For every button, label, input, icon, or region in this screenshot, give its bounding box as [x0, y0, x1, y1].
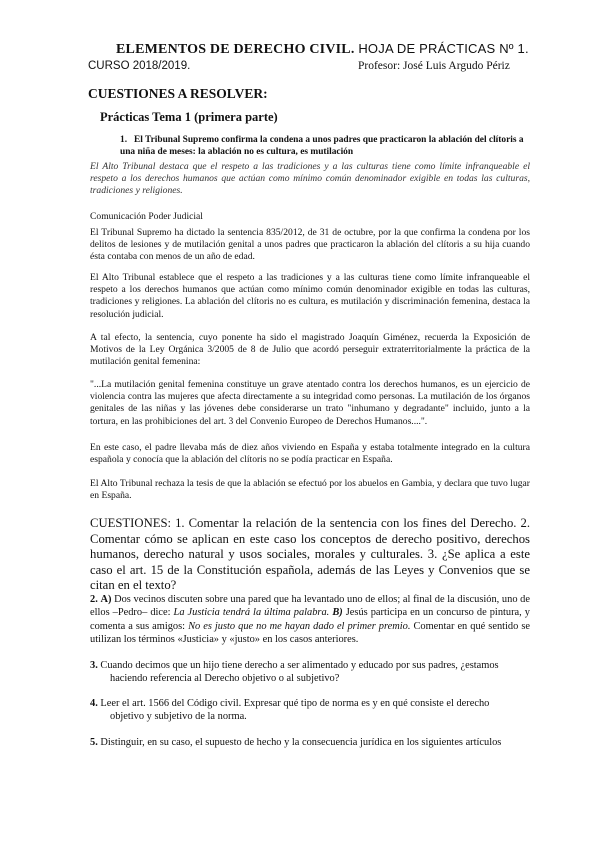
- question-2-a-label: A): [100, 594, 112, 605]
- title-bold: ELEMENTOS DE DERECHO CIVIL.: [116, 42, 355, 57]
- cuestiones-paragraph: CUESTIONES: 1. Comentar la relación de la sentencia con los fines del Derecho. 2. Comentar cómo se aplican en este caso los conceptos de derecho positivo, derechos humanos, derecho natural y usos sociales, morales y culturales. 3. ¿Se aplica a este caso el art. 15 de la Constitución española, además de las Leyes y Convenios que se citan en el texto?: [90, 516, 530, 592]
- title-rest: HOJA DE PRÁCTICAS Nº 1.: [354, 41, 529, 56]
- paragraph-4: En este caso, el padre llevaba más de diez años viviendo en España y estaba totalmente integrado en la cultura española y conocía que la ablación del clítoris no se podía practicar en España.: [90, 442, 530, 466]
- case-number: 1.: [120, 135, 128, 145]
- question-5-line1: Distinguir, en su caso, el supuesto de hecho y la consecuencia jurídica en los siguientes artículos: [97, 737, 502, 748]
- case-source: Comunicación Poder Judicial: [90, 211, 203, 222]
- question-2-b-label: B): [329, 607, 343, 619]
- question-4-line1: Leer el art. 1566 del Código civil. Expresar qué tipo de norma es y en qué consiste el derecho: [97, 698, 490, 709]
- case-lead: El Alto Tribunal destaca que el respeto a las tradiciones y a las culturas tiene como límite infranqueable el respeto a los derechos humanos que actúan como mínimo común denominador exigible en todas las culturas, tradiciones y religiones.: [90, 161, 530, 197]
- question-2-b-quote: No es justo que no me hayan dado el primer premio.: [188, 620, 411, 632]
- question-2-a-text: Dos vecinos discuten sobre una pared que ha levantado uno de ellos; al final de la discusión, uno de ellos –Pedro– dice:: [90, 594, 530, 619]
- topic-heading: Prácticas Tema 1 (primera parte): [100, 110, 278, 124]
- question-4-number: 4.: [90, 698, 98, 709]
- question-3: [90, 659, 530, 686]
- document-title: [116, 41, 529, 58]
- quoted-text: "...La mutilación genital femenina constituye un grave atentado contra los derechos humanos, es un ejercicio de violencia contra las mujeres que afecta directamente a su integridad como personas. La mutilación de los órganos genitales de las niñas y las jóvenes debe considerarse un trato "inhumano y degradante" incluido, junto a la tortura, en las prohibiciones del art. 3 del Convenio Europeo de Derechos Humanos....".: [90, 379, 530, 427]
- question-3-line1: Cuando decimos que un hijo tiene derecho a ser alimentado y educado por sus padres, ¿estamos: [97, 660, 499, 671]
- question-2-b-text: Jesús participa en un concurso de pintura, y comenta a sus amigos:: [90, 607, 530, 632]
- case-title-line1: El Tribunal Supremo confirma la condena a unos padres que practicaron la ablación del clítoris a: [134, 135, 524, 145]
- question-2-tail: Comentar en qué sentido se utilizan los términos «Justicia» y «justo» en los casos anteriores.: [90, 620, 530, 646]
- paragraph-5: El Alto Tribunal rechaza la tesis de que la ablación se efectuó por los abuelos en Gambia, y declara que tuvo lugar en España.: [90, 478, 530, 502]
- paragraph-1: El Tribunal Supremo ha dictado la sentencia 835/2012, de 31 de octubre, por la que confirma la condena por los delitos de lesiones y de mutilación genital a unos padres que practicaron la ablación del clítoris a su hija cuando ésta contaba con menos de un año de edad.: [90, 227, 530, 263]
- case-title-line2: una niña de meses: la ablación no es cultura, es mutilación: [120, 147, 354, 158]
- question-3-line2: haciendo referencia al Derecho objetivo o al subjetivo?: [110, 673, 340, 685]
- question-3-number: 3.: [90, 660, 98, 671]
- case-title: [104, 134, 534, 159]
- paragraph-2: El Alto Tribunal establece que el respeto a las tradiciones y a las culturas tiene como límite infranqueable el respeto a los derechos humanos que actúan como mínimo común denominador exigible en todas las culturas, tradiciones y religiones. La ablación del clítoris no es cultura, es mutilación y discriminación femenina, destaca la resolución judicial.: [90, 272, 530, 320]
- section-heading: CUESTIONES A RESOLVER:: [88, 86, 268, 101]
- question-5: [90, 736, 530, 749]
- paragraph-3: A tal efecto, la sentencia, cuyo ponente ha sido el magistrado Joaquín Giménez, recuerda la Exposición de Motivos de la Ley Orgánica 3/2005 de 8 de Julio que acordó perseguir extraterritorialmente la práctica de la mutilación genital femenina:: [90, 332, 530, 368]
- question-2-a-quote: La Justicia tendrá la última palabra.: [173, 607, 330, 619]
- question-2: [90, 593, 530, 647]
- question-2-number: 2.: [90, 594, 98, 605]
- question-4-line2: objetivo y subjetivo de la norma.: [110, 711, 247, 723]
- question-4: [90, 697, 530, 724]
- course-year: CURSO 2018/2019.: [88, 60, 191, 72]
- question-5-number: 5.: [90, 737, 98, 748]
- professor-name: Profesor: José Luis Argudo Périz: [358, 60, 510, 72]
